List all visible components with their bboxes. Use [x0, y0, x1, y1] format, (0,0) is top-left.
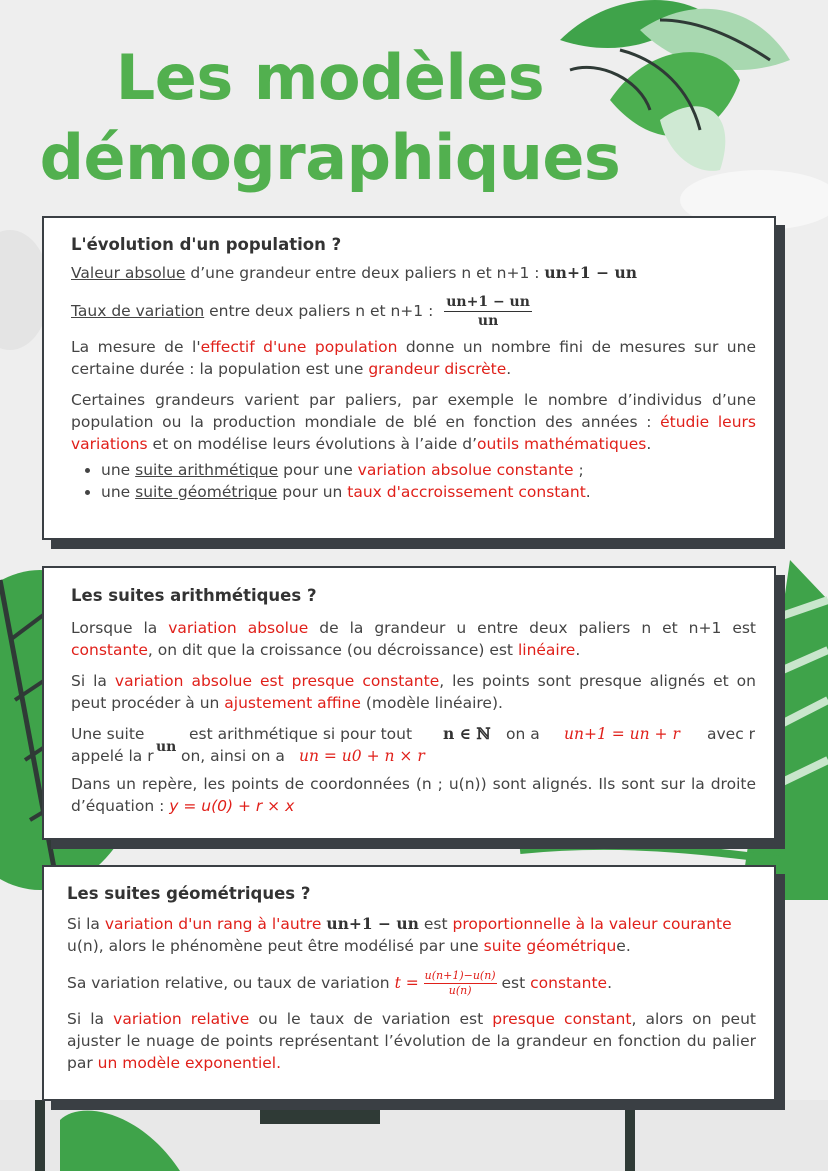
card-population-evolution — [42, 216, 776, 540]
title-line-2: démographiques — [39, 121, 621, 194]
list-item: • une suite arithmétique pour une variation absolue constante ; — [101, 459, 756, 481]
abs-formula: un+1 − un — [544, 263, 638, 282]
model-list — [71, 459, 756, 503]
card2-paragraph-4: Dans un repère, les points de coordonnées (n ; u(n)) sont alignés. Ils sont sur la droite d’équation : y = u(0) + r × x — [71, 775, 756, 815]
explicit-formula: un = u0 + n × r — [299, 747, 425, 765]
rate-label: Taux de variation — [71, 302, 205, 320]
card3-paragraph-2: Sa variation relative, ou taux de variation t = $\frac{u(n+1)-u(n)}{u(n)}$ est constante. — [67, 969, 612, 997]
card2-paragraph-2: Si la variation absolue est presque constante, les points sont presque alignés et on peut procéder à un ajustement affine (modèle linéaire). — [71, 672, 756, 712]
title-line-1: Les modèles — [115, 41, 545, 114]
card-geometric-sequences — [42, 865, 776, 1101]
card2-paragraph-1: Lorsque la variation absolue de la grandeur u entre deux paliers n et n+1 est constante, on dit que la croissance (ou décroissance) est linéaire. — [71, 619, 757, 659]
rate-line: Taux de variation entre deux paliers n et n+1 : $\frac{un+1 - un}{un}$ — [71, 294, 530, 329]
card1-heading: L'évolution d'un population ? — [71, 235, 342, 254]
rate-fraction: $\frac{un+1 - un}{un}$ — [446, 294, 530, 329]
card1-paragraph-3: La mesure de l'effectif d'une population donne un nombre fini de mesures sur une certaine durée : la population est une grandeur discrète. — [71, 338, 756, 378]
list-item: • une suite géométrique pour un taux d'accroissement constant. — [101, 481, 756, 503]
card3-heading: Les suites géométriques ? — [67, 884, 311, 903]
abs-value-line: Valeur absolue d’une grandeur entre deux paliers n et n+1 : un+1 − un — [71, 263, 638, 282]
card-arithmetic-sequences — [42, 566, 776, 840]
card2-heading: Les suites arithmétiques ? — [71, 586, 317, 605]
card3-paragraph-1: Si la variation d'un rang à l'autre un+1 − un est proportionnelle à la valeur courante u(n), alors le phénomène peut être modélisé par une suite géométrique. — [67, 914, 732, 955]
abs-value-label: Valeur absolue — [71, 264, 186, 282]
card3-paragraph-3: Si la variation relative ou le taux de variation est presque constant, alors on peut ajuster le nuage de points représentant l’évolution de la grandeur en fonction du palier par un modèle exponentiel. — [67, 1010, 756, 1072]
rate-fraction-geometric: $\frac{u(n+1)-u(n)}{u(n)}$ — [424, 969, 496, 997]
page-title — [30, 38, 630, 198]
recurrence-formula: un+1 = un + r — [564, 725, 680, 743]
card1-paragraph-4: Certaines grandeurs varient par paliers, par exemple le nombre d’individus d’une population ou la production mondiale de blé en fonction des années : étudie leurs variations et on modélise leurs évolutions à l’aide d’outils mathématiques. — [71, 391, 756, 453]
card2-paragraph-3: Une suite est arithmétique si pour tout n ∈ ℕ on a un+1 = un + r avec r appelé la r un on, ainsi on a un = u0 + n × r — [71, 724, 756, 765]
